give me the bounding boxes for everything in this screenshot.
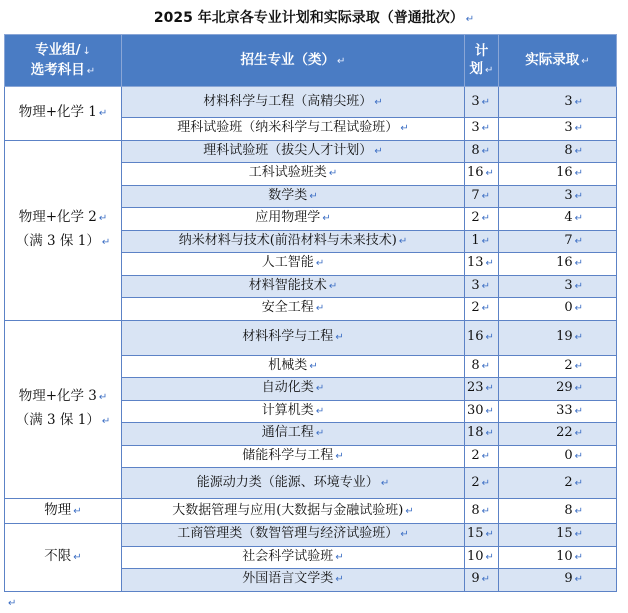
plan-cell-text: 16 [467,329,484,344]
actual-cell-text: 4 [564,210,573,226]
actual-cell [499,298,617,321]
paragraph-mark-icon: ↵ [481,190,490,202]
plan-cell-text: 1 [471,232,480,248]
table-row [5,320,617,355]
major-cell [122,569,465,592]
actual-cell [499,423,617,446]
major-cell-text: 社会科学试验班 [242,548,334,564]
actual-cell-text: 3 [564,120,573,136]
actual-cell-text: 16 [556,255,573,271]
plan-cell [465,569,499,592]
paragraph-mark-icon: ↵ [581,55,590,67]
plan-cell [465,468,499,499]
actual-cell-text: 8 [564,502,573,518]
actual-cell-text: 8 [564,142,573,158]
plan-cell [465,298,499,321]
plan-cell [465,400,499,423]
header-group-line1: 专业组/ [35,41,81,58]
paragraph-mark-icon: ↵ [374,96,383,108]
major-cell [122,468,465,499]
actual-cell [499,230,617,253]
major-cell [122,524,465,547]
actual-cell-text: 2 [564,474,573,490]
header-group-line2: 选考科目 [30,61,85,78]
major-cell-text: 自动化类 [261,380,314,396]
group-condition: （满 3 保 1） [15,412,100,429]
paragraph-mark-icon: ↵ [574,551,583,563]
major-cell-text: 机械类 [268,357,308,373]
table-body [5,87,617,592]
paragraph-mark-icon: ↵ [574,428,583,440]
group-name: 不限 [44,548,72,565]
major-cell-text: 纳米材料与技术(前沿材料与未来技术) [178,232,397,248]
paragraph-mark-icon: ↵ [315,428,325,440]
plan-cell [465,208,499,231]
actual-cell-text: 33 [556,402,573,418]
paragraph-mark-icon: ↵ [8,598,17,609]
plan-cell-text: 8 [471,142,480,158]
plan-cell [465,140,499,163]
plan-cell-text: 16 [467,165,484,181]
major-cell-text: 计算机类 [261,402,314,418]
paragraph-mark-icon: ↵ [574,235,583,247]
paragraph-mark-icon: ↵ [574,280,583,292]
plan-cell [465,355,499,378]
plan-cell-text: 3 [471,120,480,136]
plan-cell-text: 23 [467,380,484,396]
actual-cell [499,275,617,298]
header-major [122,35,465,87]
major-cell [122,298,465,321]
header-row [5,35,617,87]
table-row [5,499,617,524]
paragraph-mark-icon: ↵ [309,190,318,202]
header-group [5,35,122,87]
paragraph-mark-icon: ↵ [574,360,583,372]
paragraph-mark-icon: ↵ [481,280,490,292]
paragraph-mark-icon: ↵ [337,55,346,67]
paragraph-mark-icon: ↵ [481,96,490,108]
actual-cell-text: 19 [556,329,573,344]
paragraph-mark-icon: ↵ [485,332,494,343]
paragraph-mark-icon: ↵ [485,428,494,440]
paragraph-mark-icon: ↵ [98,392,108,404]
major-cell [122,253,465,276]
paragraph-mark-icon: ↵ [485,383,494,395]
paragraph-mark-icon: ↵ [574,405,583,417]
paragraph-mark-icon: ↵ [328,280,338,292]
paragraph-mark-icon: ↵ [86,65,96,77]
major-cell-text: 储能科学与工程 [242,447,334,463]
paragraph-mark-icon: ↵ [481,213,490,225]
actual-cell-text: 16 [556,165,573,181]
table-row [5,524,617,547]
paragraph-mark-icon: ↵ [315,383,325,395]
actual-cell-text: 29 [556,380,573,396]
group-name: 物理+化学 3 [18,388,97,405]
plan-cell [465,118,499,141]
paragraph-mark-icon: ↵ [485,405,494,417]
paragraph-mark-icon: ↵ [335,551,344,563]
actual-cell [499,445,617,468]
paragraph-mark-icon: ↵ [574,96,583,108]
paragraph-mark-icon: ↓ [82,45,91,57]
paragraph-mark-icon: ↵ [574,258,583,270]
paragraph-mark-icon: ↵ [574,574,583,586]
major-cell-text: 外国语言文学类 [242,571,334,587]
actual-cell-text: 9 [564,571,573,587]
major-cell-text: 安全工程 [261,300,314,316]
major-cell [122,378,465,401]
group-name: 物理 [44,502,72,518]
header-plan-line2: 划 [469,60,484,77]
actual-cell [499,546,617,569]
paragraph-mark-icon: ↵ [400,529,409,541]
paragraph-mark-icon: ↵ [374,145,383,157]
paragraph-mark-icon: ↵ [315,405,325,417]
paragraph-mark-icon: ↵ [481,235,490,247]
paragraph-mark-icon: ↵ [335,332,344,343]
actual-cell [499,208,617,231]
header-major-text: 招生专业（类） [240,51,336,68]
paragraph-mark-icon: ↵ [574,383,583,395]
plan-cell-text: 15 [467,526,484,542]
actual-cell-text: 3 [564,187,573,203]
plan-cell-text: 7 [471,187,480,203]
actual-cell [499,569,617,592]
actual-cell [499,524,617,547]
actual-cell-text: 15 [556,526,573,542]
group-cell [5,140,122,320]
plan-cell [465,378,499,401]
paragraph-mark-icon: ↵ [481,360,490,372]
header-plan-line1: 计 [474,42,489,59]
paragraph-mark-icon: ↵ [574,505,583,517]
major-cell-text: 材料智能技术 [248,277,327,293]
actual-cell [499,185,617,208]
actual-cell [499,140,617,163]
major-cell [122,400,465,423]
actual-cell-text: 3 [564,277,573,293]
paragraph-mark-icon: ↵ [101,416,111,428]
paragraph-mark-icon: ↵ [481,450,490,462]
major-cell [122,546,465,569]
paragraph-mark-icon: ↵ [400,123,409,135]
group-name: 物理+化学 2 [18,209,97,225]
paragraph-mark-icon: ↵ [481,123,490,135]
major-cell-text: 材料科学与工程（高精尖班） [203,93,373,109]
paragraph-mark-icon: ↵ [481,303,490,315]
plan-cell-text: 2 [471,300,480,316]
actual-cell [499,355,617,378]
plan-cell-text: 2 [471,210,480,226]
plan-cell [465,275,499,298]
admission-table [4,34,617,592]
paragraph-mark-icon: ↵ [574,213,583,225]
plan-cell [465,185,499,208]
major-cell [122,230,465,253]
actual-cell-text: 10 [556,548,573,564]
major-cell-text: 工科试验班类 [248,165,327,181]
actual-cell-text: 22 [556,425,573,441]
group-cell [5,320,122,499]
actual-cell [499,400,617,423]
plan-cell-text: 30 [467,402,484,418]
group-cell [5,499,122,524]
plan-cell [465,546,499,569]
major-cell-text: 理科试验班（拔尖人才计划） [203,142,373,158]
document-title [0,8,628,30]
paragraph-mark-icon: ↵ [322,213,331,225]
paragraph-mark-icon: ↵ [485,529,494,541]
major-cell-text: 理科试验班（纳米科学与工程试验班） [177,120,399,136]
major-cell [122,275,465,298]
actual-cell [499,253,617,276]
major-cell-text: 能源动力类（能源、环境专业） [196,474,379,490]
paragraph-mark-icon: ↵ [98,108,108,120]
header-actual-text: 实际录取 [525,51,580,68]
paragraph-mark-icon: ↵ [574,123,583,135]
paragraph-mark-icon: ↵ [398,235,408,247]
plan-cell [465,423,499,446]
paragraph-mark-icon: ↵ [309,360,318,372]
paragraph-mark-icon: ↵ [98,213,108,224]
plan-cell-text: 3 [471,93,480,109]
major-cell [122,163,465,186]
major-cell [122,445,465,468]
paragraph-mark-icon: ↵ [335,574,344,586]
major-cell [122,355,465,378]
actual-cell [499,468,617,499]
group-cell [5,524,122,592]
major-cell-text: 应用物理学 [255,210,321,226]
paragraph-mark-icon: ↵ [574,450,583,462]
actual-cell [499,499,617,524]
paragraph-mark-icon: ↵ [328,168,338,180]
table-row [5,87,617,118]
paragraph-mark-icon: ↵ [485,64,494,76]
paragraph-mark-icon: ↵ [574,332,583,343]
paragraph-mark-icon: ↵ [574,529,583,541]
paragraph-mark-icon: ↵ [481,505,490,517]
group-condition: （满 3 保 1） [15,233,100,249]
major-cell [122,208,465,231]
major-cell-text: 通信工程 [261,425,314,441]
paragraph-mark-icon: ↵ [315,258,325,270]
actual-cell-text: 3 [564,93,573,109]
plan-cell [465,163,499,186]
paragraph-mark-icon: ↵ [465,14,475,25]
paragraph-mark-icon: ↵ [315,303,325,315]
plan-cell-text: 18 [467,425,484,441]
group-cell [5,87,122,141]
paragraph-mark-icon: ↵ [405,505,414,517]
actual-cell-text: 0 [564,300,573,316]
major-cell [122,423,465,446]
plan-cell [465,87,499,118]
plan-cell [465,253,499,276]
plan-cell [465,230,499,253]
paragraph-mark-icon: ↵ [481,574,490,586]
header-plan [465,35,499,87]
paragraph-mark-icon: ↵ [574,303,583,315]
plan-cell-text: 9 [471,571,480,587]
paragraph-mark-icon: ↵ [335,450,344,462]
paragraph-mark-icon: ↵ [485,168,494,180]
paragraph-mark-icon: ↵ [574,168,583,180]
paragraph-mark-icon: ↵ [481,145,490,157]
plan-cell-text: 2 [471,447,480,463]
actual-cell-text: 0 [564,447,573,463]
paragraph-mark-icon: ↵ [101,237,111,248]
actual-cell-text: 2 [564,357,573,373]
plan-cell-text: 8 [471,502,480,518]
plan-cell-text: 13 [467,255,484,271]
major-cell [122,499,465,524]
paragraph-mark-icon: ↵ [574,477,583,489]
major-cell-text: 大数据管理与应用(大数据与金融试验班) [172,502,404,518]
major-cell-text: 工商管理类（数智管理与经济试验班） [177,526,399,542]
plan-cell-text: 10 [467,548,484,564]
major-cell-text: 人工智能 [261,255,314,271]
paragraph-mark-icon: ↵ [574,190,583,202]
plan-cell [465,445,499,468]
major-cell-text: 材料科学与工程 [242,329,334,344]
actual-cell [499,87,617,118]
plan-cell-text: 8 [471,357,480,373]
plan-cell-text: 3 [471,277,480,293]
plan-cell [465,320,499,355]
major-cell [122,87,465,118]
actual-cell [499,378,617,401]
plan-cell [465,524,499,547]
group-name: 物理+化学 1 [18,104,97,121]
paragraph-mark-icon: ↵ [73,552,82,564]
major-cell-text: 数学类 [268,187,308,203]
actual-cell [499,163,617,186]
major-cell [122,118,465,141]
paragraph-mark-icon: ↵ [574,145,583,157]
header-actual [499,35,617,87]
plan-cell-text: 2 [471,474,480,490]
actual-cell-text: 7 [564,232,573,248]
paragraph-mark-icon: ↵ [481,477,490,489]
major-cell [122,140,465,163]
title-text: 2025 年北京各专业计划和实际录取（普通批次） [153,10,464,26]
plan-cell [465,499,499,524]
major-cell [122,320,465,355]
paragraph-mark-icon: ↵ [485,258,494,270]
paragraph-mark-icon: ↵ [485,551,494,563]
paragraph-mark-icon: ↵ [73,506,82,517]
actual-cell [499,320,617,355]
paragraph-mark-icon: ↵ [380,477,390,489]
major-cell [122,185,465,208]
actual-cell [499,118,617,141]
table-row [5,140,617,163]
